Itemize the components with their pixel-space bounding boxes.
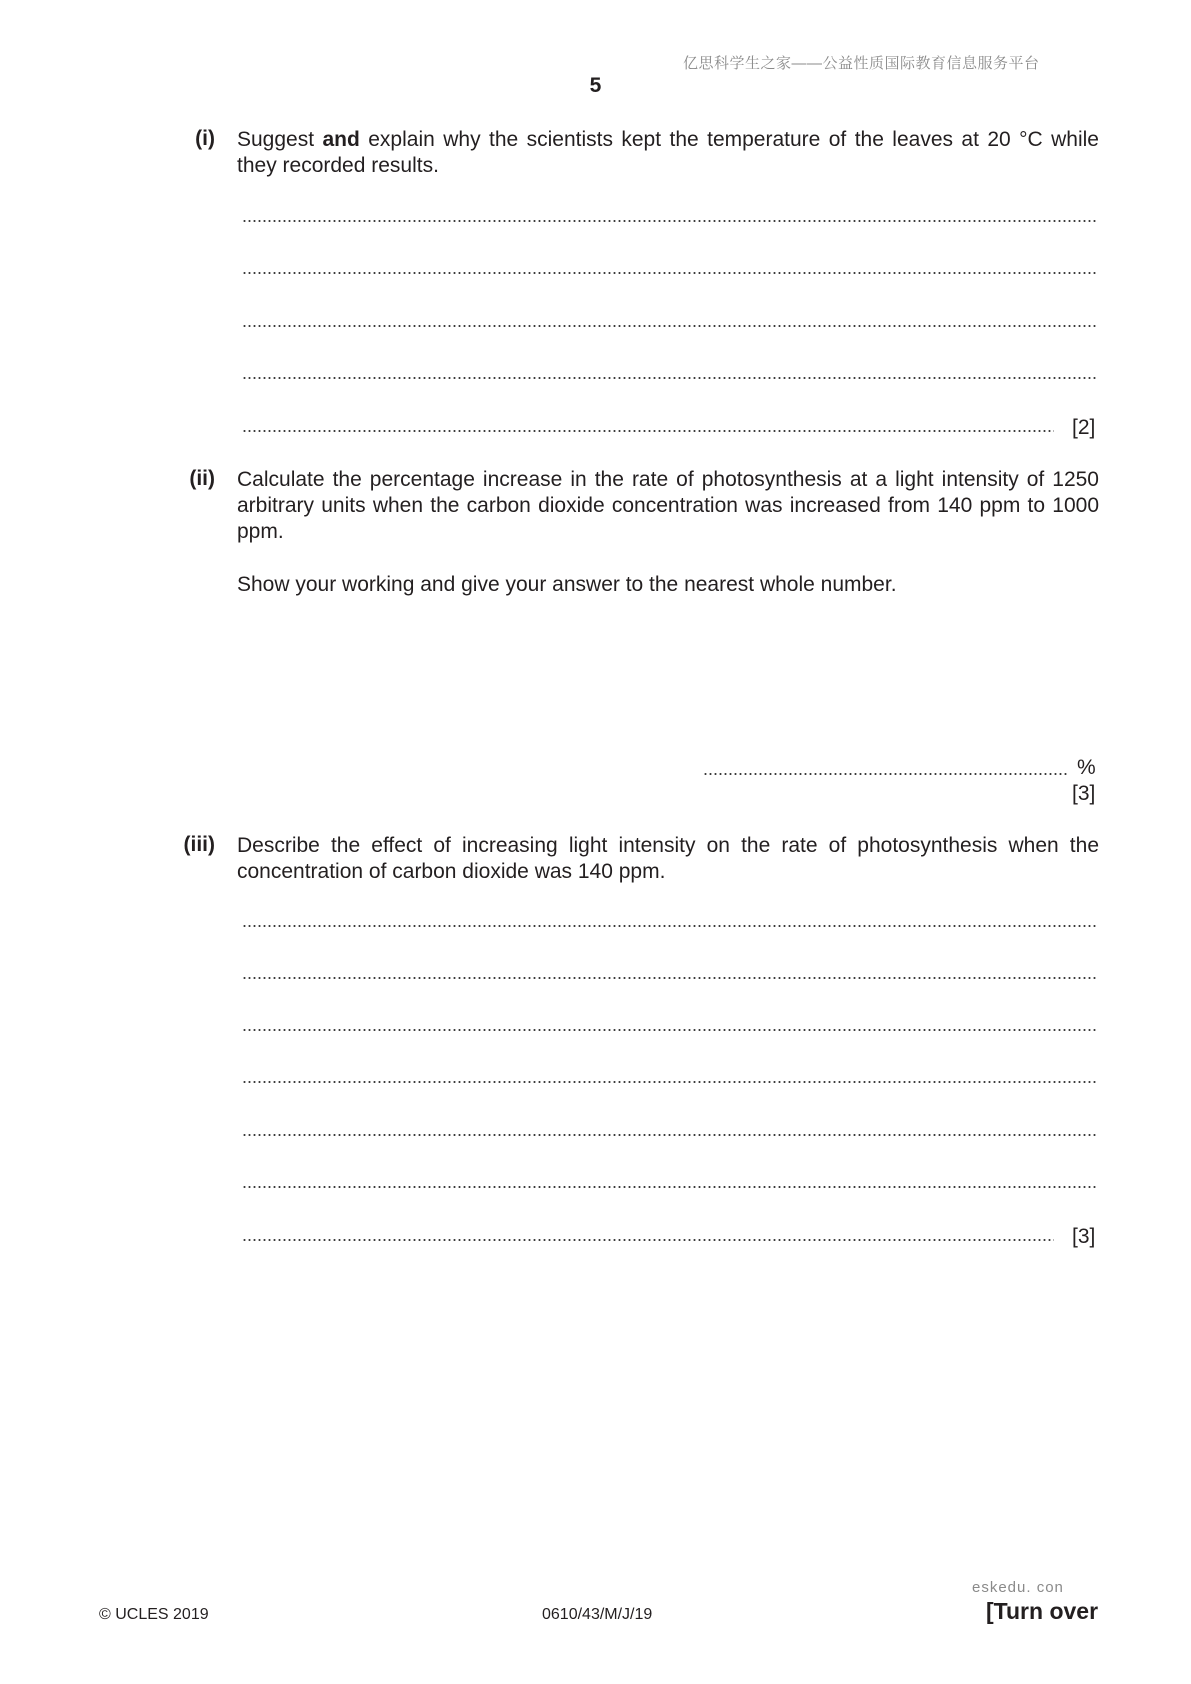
turn-over: [Turn over [986,1598,1099,1624]
answer-line[interactable] [242,215,1097,227]
watermark-top: 亿思科学生之家——公益性质国际教育信息服务平台 [683,55,1040,72]
part-ii-instruction: Show your working and give your answer to the nearest whole number. [237,573,897,596]
answer-line[interactable] [242,920,1097,932]
part-ii-question: Calculate the percentage increase in the rate of photosynthesis at a light intensity of 1250 arbitrary units when the carbon dioxide concentration was increased from 140 ppm to 1000 ppm. [237,468,1099,543]
watermark-bottom: eskedu. con [972,1579,1064,1596]
page-number: 5 [589,74,602,97]
answer-line[interactable] [242,1129,1097,1141]
answer-line[interactable] [703,768,1068,780]
percent-unit: % [1077,756,1096,779]
answer-line[interactable] [242,972,1097,984]
answer-line[interactable] [242,1234,1054,1246]
paper-code: 0610/43/M/J/19 [542,1606,653,1623]
answer-line[interactable] [242,372,1097,384]
part-iii-question: Describe the effect of increasing light intensity on the rate of photosynthesis when the concentration of carbon dioxide was 140 ppm. [237,834,1099,883]
part-i-question [237,127,1099,179]
answer-line[interactable] [242,425,1054,437]
part-iii-label: (iii) [183,833,215,856]
part-ii-label: (ii) [189,467,215,490]
part-iii-marks: [3] [1072,1225,1096,1248]
copyright: © UCLES 2019 [99,1606,209,1623]
part-i-marks: [2] [1072,416,1096,439]
answer-line[interactable] [242,1076,1097,1088]
answer-line[interactable] [242,1024,1097,1036]
answer-line[interactable] [242,267,1097,279]
part-i-label: (i) [195,127,215,150]
answer-line[interactable] [242,320,1097,332]
part-i-text-end: explain why the scientists kept the temperature of the leaves at 20 °C while they recorded results. [237,128,1099,177]
part-i-text-start: Suggest [237,128,323,151]
answer-line[interactable] [242,1181,1097,1193]
part-ii-marks: [3] [1072,782,1096,805]
part-i-text-bold: and [322,128,360,151]
